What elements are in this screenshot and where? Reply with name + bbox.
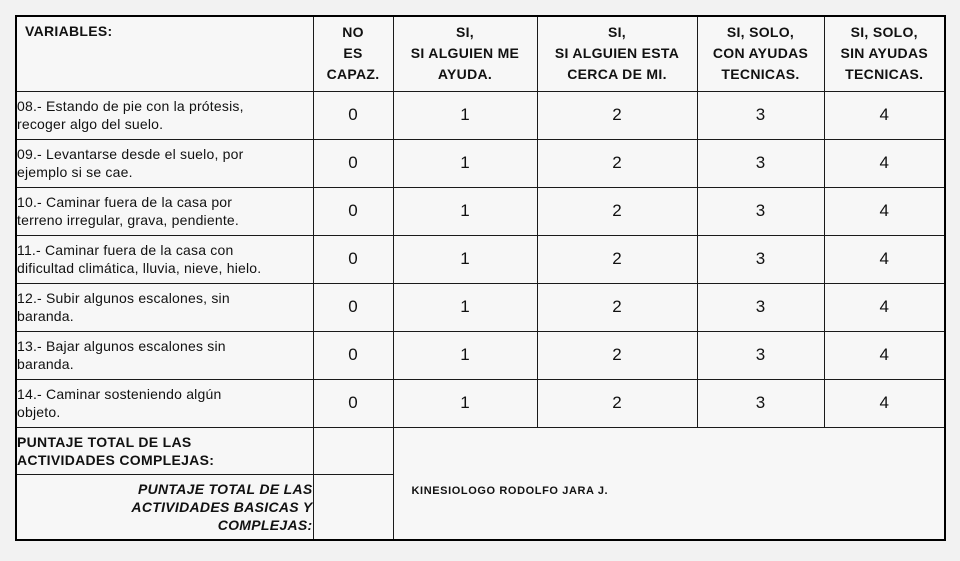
score-cell: 4	[824, 139, 945, 187]
score-cell: 3	[697, 283, 824, 331]
score-cell: 3	[697, 187, 824, 235]
score-cell: 3	[697, 91, 824, 139]
table-row	[16, 187, 945, 235]
total-complex-label: PUNTAJE TOTAL DE LAS ACTIVIDADES COMPLEJAS:	[16, 427, 313, 474]
header-sin-ayudas-tecnicas: SI, SOLO, SIN AYUDAS TECNICAS.	[824, 16, 945, 91]
score-cell: 0	[313, 91, 393, 139]
table-row	[16, 331, 945, 379]
item-label: 09.- Levantarse desde el suelo, por ejemplo si se cae.	[16, 139, 313, 187]
table-row	[16, 139, 945, 187]
assessment-document	[15, 15, 944, 541]
item-label: 08.- Estando de pie con la prótesis, recoger algo del suelo.	[16, 91, 313, 139]
score-cell: 4	[824, 283, 945, 331]
header-con-ayudas-tecnicas: SI, SOLO, CON AYUDAS TECNICAS.	[697, 16, 824, 91]
total-complex-value	[313, 427, 393, 474]
score-cell: 2	[537, 139, 697, 187]
score-cell: 3	[697, 139, 824, 187]
table-row	[16, 379, 945, 427]
score-cell: 2	[537, 331, 697, 379]
item-label: 10.- Caminar fuera de la casa por terreno irregular, grava, pendiente.	[16, 187, 313, 235]
score-cell: 0	[313, 187, 393, 235]
score-cell: 2	[537, 379, 697, 427]
score-cell: 0	[313, 379, 393, 427]
item-label: 14.- Caminar sosteniendo algún objeto.	[16, 379, 313, 427]
header-row	[16, 16, 945, 91]
signature-text: KINESIOLOGO RODOLFO JARA J.	[411, 485, 609, 498]
score-cell: 3	[697, 331, 824, 379]
score-cell: 1	[393, 187, 537, 235]
score-cell: 4	[824, 331, 945, 379]
score-cell: 1	[393, 331, 537, 379]
header-no-es-capaz: NO ES CAPAZ.	[313, 16, 393, 91]
score-cell: 1	[393, 283, 537, 331]
item-label: 13.- Bajar algunos escalones sin baranda.	[16, 331, 313, 379]
assessment-table	[15, 15, 946, 541]
score-cell: 2	[537, 283, 697, 331]
score-cell: 4	[824, 91, 945, 139]
score-cell: 2	[537, 91, 697, 139]
score-cell: 0	[313, 139, 393, 187]
score-cell: 1	[393, 139, 537, 187]
table-row	[16, 283, 945, 331]
score-cell: 0	[313, 235, 393, 283]
header-variables: VARIABLES:	[16, 16, 313, 91]
score-cell: 2	[537, 187, 697, 235]
total-basic-complex-value	[313, 474, 393, 540]
score-cell: 1	[393, 379, 537, 427]
item-label: 11.- Caminar fuera de la casa con dificultad climática, lluvia, nieve, hielo.	[16, 235, 313, 283]
score-cell: 2	[537, 235, 697, 283]
header-si-alguien-esta-cerca: SI, SI ALGUIEN ESTA CERCA DE MI.	[537, 16, 697, 91]
score-cell: 1	[393, 91, 537, 139]
score-cell: 4	[824, 379, 945, 427]
total-basic-complex-label: PUNTAJE TOTAL DE LAS ACTIVIDADES BASICAS Y COMPLEJAS:	[16, 474, 313, 540]
score-cell: 0	[313, 331, 393, 379]
item-label: 12.- Subir algunos escalones, sin baranda.	[16, 283, 313, 331]
header-si-alguien-me-ayuda: SI, SI ALGUIEN ME AYUDA.	[393, 16, 537, 91]
score-cell: 4	[824, 187, 945, 235]
table-row	[16, 91, 945, 139]
score-cell: 4	[824, 235, 945, 283]
score-cell: 3	[697, 379, 824, 427]
score-cell: 1	[393, 235, 537, 283]
table-row	[16, 235, 945, 283]
total-complex-row	[16, 427, 945, 474]
score-cell: 0	[313, 283, 393, 331]
score-cell: 3	[697, 235, 824, 283]
signature-area	[393, 427, 945, 540]
